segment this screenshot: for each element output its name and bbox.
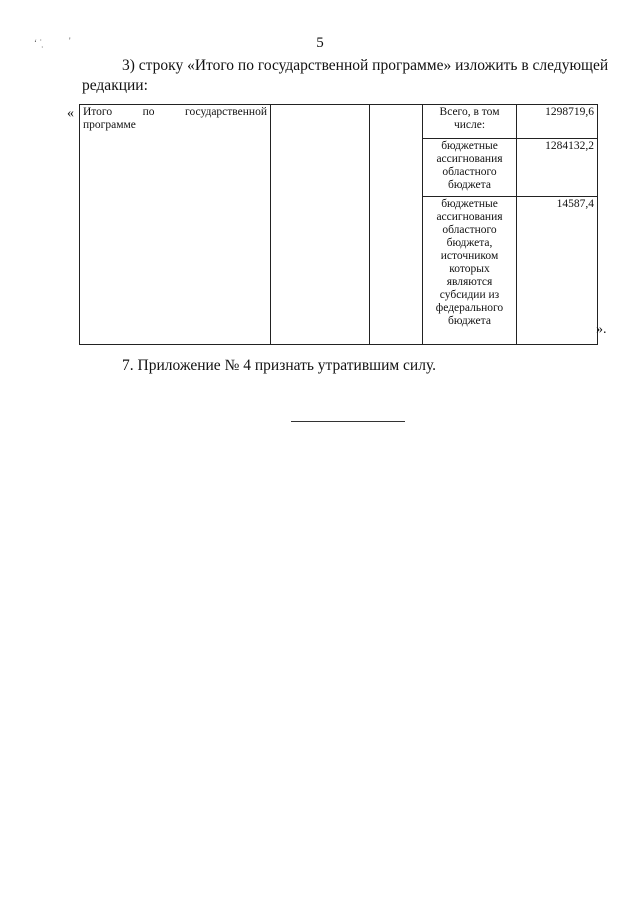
amount-cell: 14587,4 <box>517 197 598 345</box>
page-number: 5 <box>316 35 324 51</box>
paragraph-3: 3) строку «Итого по государственной программе» изложить в следующей редакции: <box>82 57 609 94</box>
end-rule <box>291 421 405 422</box>
empty-cell <box>271 105 370 345</box>
funding-source-cell: бюджетные ассигнования областного бюджета <box>423 139 517 197</box>
funding-source-cell: бюджетные ассигнования областного бюджета, источником которых являются субсидии из федерального бюджета <box>423 197 517 345</box>
program-total-table <box>79 104 598 345</box>
table-row <box>80 105 598 139</box>
scan-mark: ' <box>69 36 71 46</box>
closing-quote: ». <box>596 322 607 337</box>
paragraph-7: 7. Приложение № 4 признать утратившим силу. <box>122 357 437 374</box>
amount-cell: 1298719,6 <box>517 105 598 139</box>
funding-source-cell: Всего, в том числе: <box>423 105 517 139</box>
row-label: Итого по государственной программе <box>83 106 267 131</box>
amount-cell: 1284132,2 <box>517 139 598 197</box>
empty-cell <box>370 105 423 345</box>
opening-quote: « <box>67 106 74 121</box>
row-label-cell <box>80 105 271 345</box>
scan-mark: ‘ ˙̹ <box>34 38 43 48</box>
